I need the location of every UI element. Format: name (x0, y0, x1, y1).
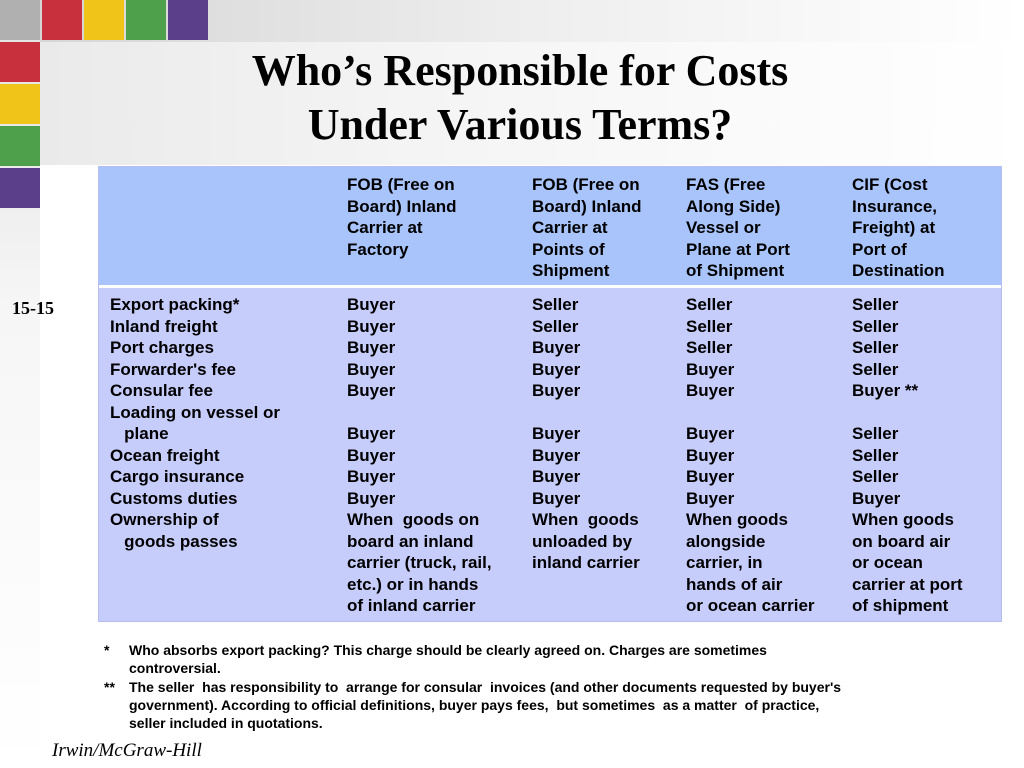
cost-responsibility-table (98, 166, 1002, 622)
decor-square (0, 126, 40, 166)
title-line-1: Who’s Responsible for Costs (251, 46, 789, 95)
fob-shipment-column: Seller Seller Buyer Buyer Buyer Buyer Buyer Buyer Buyer When goods unloaded by inland carrier (532, 295, 640, 572)
decor-square (126, 0, 166, 40)
cif-column: Seller Seller Seller Seller Buyer ** Seller Seller Seller Buyer When goods on board air or ocean carrier at port of shipment (852, 295, 963, 615)
page-title (120, 44, 920, 152)
footnote-text: The seller has responsibility to arrange for consular invoices (and other documents requested by buyer's government). According to official definitions, buyer pays fees, but sometimes as a matter of practice, seller included in quotations. (129, 679, 842, 731)
header-cell-fas: FAS (Free Along Side) Vessel or Plane at Port of Shipment (686, 175, 790, 280)
publisher-footer: Irwin/McGraw-Hill (52, 740, 202, 761)
decor-square (0, 168, 40, 208)
decor-square (0, 84, 40, 124)
decor-square (168, 0, 208, 40)
fob-factory-column: Buyer Buyer Buyer Buyer Buyer Buyer Buyer Buyer Buyer When goods on board an inland carrier (truck, rail, etc.) or in hands of inland carrier (347, 295, 492, 615)
decor-square (84, 0, 124, 40)
slide-number: 15-15 (12, 298, 54, 318)
footnote-marker: ** (104, 679, 115, 695)
footnote-marker: * (104, 642, 110, 658)
footnote-text: Who absorbs export packing? This charge should be clearly agreed on. Charges are sometimes controversial. (129, 642, 767, 676)
fas-column: Seller Seller Seller Buyer Buyer Buyer Buyer Buyer Buyer When goods alongside carrier, in hands of air or ocean carrier (686, 295, 815, 615)
cost-item-labels: Export packing* Inland freight Port charges Forwarder's fee Consular fee Loading on vessel or plane Ocean freight Cargo insurance Customs duties Ownership of goods passes (110, 295, 281, 551)
decor-square (0, 42, 40, 82)
header-cell-cif: CIF (Cost Insurance, Freight) at Port of Destination (852, 175, 945, 280)
decor-square (0, 0, 40, 40)
decor-square (42, 0, 82, 40)
header-cell-fob-factory: FOB (Free on Board) Inland Carrier at Factory (347, 175, 457, 259)
title-line-2: Under Various Terms? (307, 100, 733, 149)
header-cell-fob-shipment: FOB (Free on Board) Inland Carrier at Points of Shipment (532, 175, 642, 280)
